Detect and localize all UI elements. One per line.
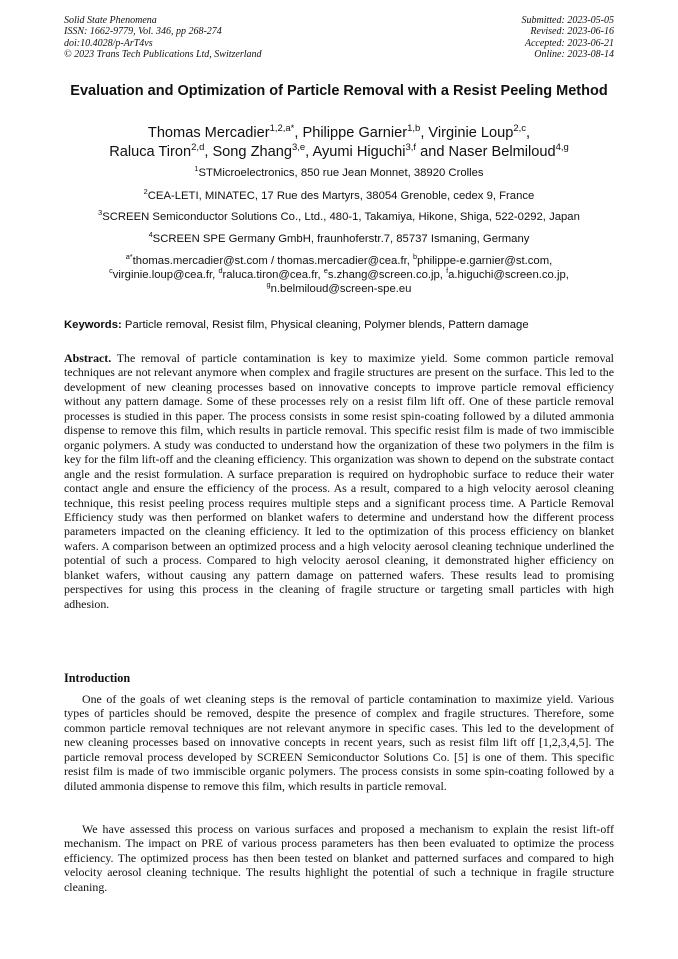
affiliation-4 <box>40 230 638 246</box>
intro-paragraph-1: One of the goals of wet cleaning steps is the removal of particle contamination to maximize yield. Various types of particles should be removed, despite the presence of complex and fragile structures. Therefore, some common particle removal techniques are not relevant anymore in specific cases. This led to the development of new cleaning processes based on innovative concepts in recent years, such as resist film lift off [1,2,3,4,5]. The particle removal process developed by SCREEN Semiconductor Solutions Co. [5] is one of them. This specific resist film is made of two immiscible organic polymers. The process consists in some spin-coating followed by a diluted ammonia dispense to remove this film, which results in particle removal. <box>64 692 614 793</box>
intro-paragraph-2: We have assessed this process on various surfaces and proposed a mechanism to explain the resist lift-off mechanism. The impact on PRE of various process parameters has then been evaluated to optimize the process efficiency. The optimized process has then been tested on blanket and patterned surfaces and compared to high velocity aerosol cleaning technique. The results highlight the potential of such a technique in fragile structure cleaning. <box>64 822 614 894</box>
date-online: Online: 2023-08-14 <box>534 49 614 61</box>
author-affiliation-marker: 3,e <box>291 142 306 154</box>
journal-issn: ISSN: 1662-9779, Vol. 346, pp 268-274 <box>64 26 222 38</box>
email-marker: a* <box>125 252 133 262</box>
abstract-label: Abstract. <box>64 351 112 365</box>
author-separator: , <box>204 144 213 160</box>
author-name: Raluca Tiron <box>109 144 192 160</box>
affiliation-1 <box>40 164 638 180</box>
email-address[interactable]: a.higuchi@screen.co.jp, <box>448 269 569 281</box>
affiliation-3 <box>40 208 638 224</box>
author-name: Ayumi Higuchi <box>312 144 406 160</box>
journal-name: Solid State Phenomena <box>64 15 157 26</box>
date-submitted: Submitted: 2023-05-05 <box>521 15 614 26</box>
email-line <box>50 268 628 282</box>
email-address[interactable]: n.belmiloud@screen-spe.eu <box>270 283 412 295</box>
author-separator: , <box>305 144 313 160</box>
email-address[interactable]: philippe-e.garnier@st.com, <box>417 255 553 267</box>
affiliation-text: SCREEN SPE Germany GmbH, fraunhoferstr.7, 85737 Ismaning, Germany <box>152 233 530 245</box>
keywords <box>64 318 614 332</box>
abstract <box>64 351 614 611</box>
affiliation-number: 3 <box>98 208 103 218</box>
affiliation-2 <box>40 187 638 203</box>
journal-info <box>64 15 262 61</box>
affiliation-text: CEA-LETI, MINATEC, 17 Rue des Martyrs, 38054 Grenoble, cedex 9, France <box>147 190 535 202</box>
journal-doi: doi:10.4028/p-ArT4vs <box>64 37 153 49</box>
affiliation-number: 4 <box>148 230 153 240</box>
journal-copyright: © 2023 Trans Tech Publications Ltd, Switzerland <box>64 49 262 61</box>
author-affiliation-marker: 1,2,a* <box>269 123 295 135</box>
affiliation-text: SCREEN Semiconductor Solutions Co., Ltd., 480-1, Takamiya, Hikone, Shiga, 522-0292, Japan <box>102 211 580 223</box>
email-marker: e <box>323 266 328 276</box>
author-affiliation-marker: 3,f <box>405 142 417 154</box>
author-name: Song Zhang <box>212 144 292 160</box>
keywords-text: Particle removal, Resist film, Physical cleaning, Polymer blends, Pattern damage <box>121 319 529 331</box>
email-list <box>50 254 628 296</box>
author-name: Naser Belmiloud <box>448 144 556 160</box>
keywords-label: Keywords: <box>64 319 122 331</box>
email-line <box>50 282 628 296</box>
email-address[interactable]: virginie.loup@cea.fr, <box>112 269 219 281</box>
email-marker: c <box>109 266 113 276</box>
author-name: Philippe Garnier <box>302 125 408 141</box>
email-address[interactable]: raluca.tiron@cea.fr, <box>222 269 324 281</box>
author-separator: and <box>416 144 449 160</box>
author-separator: , <box>294 125 303 141</box>
publication-dates <box>522 15 615 61</box>
affiliation-number: 1 <box>194 164 199 174</box>
author-affiliation-marker: 1,b <box>407 123 421 135</box>
author-name: Virginie Loup <box>428 125 514 141</box>
author-separator: , <box>526 125 531 141</box>
email-marker: f <box>446 266 449 276</box>
section-heading-introduction: Introduction <box>64 671 131 685</box>
abstract-text: The removal of particle contamination is key to maximize yield. Some common particle removal techniques are not relevant anymore when complex and fragile structures are present on the surface. This led to the development of new cleaning processes based on innovative concepts to improve particle removal efficiency without any pattern damage. Some of these processes rely on a resist film lift off. One of these particle removal processes is studied in this paper. The process consists in some resist spin-coating followed by a diluted ammonia dispense to remove this film, which results in particle removal. This specific resist film is made of two immiscible organic polymers. A study was conducted to understand how the organization of these two polymers in the film is key for the film lift-off and the cleaning efficiency. This organization was shown to depend on the substrate contact angle and the resist formulation. A surface preparation is required on hydrophobic surface to reduce their water contact angle and ensure the efficiency of the process. As a result, compared to a high velocity aerosol cleaning technique, this resist peeling process requires multiple steps and a significant process time. A Particle Removal Efficiency study was then performed on blanket wafers to determine and understand how the different process parameters impacted on the cleaning efficiency. It led to the optimization of this process efficiency on blanket wafers. A comparison between an optimized process and a high velocity aerosol cleaning technique underlined the potential of such a process. Compared to high velocity aerosol cleaning, it demonstrated higher efficiency on blanket wafers, without causing any pattern damage on patterned wafers. These results lead to promising perspectives for using this process in the cleaning of fragile structure or targeting small particles with high adhesion. <box>64 351 614 611</box>
email-marker: b <box>413 252 418 262</box>
author-affiliation-marker: 4,g <box>555 142 569 154</box>
affiliation-number: 2 <box>143 187 148 197</box>
author-affiliation-marker: 2,c <box>513 123 527 135</box>
email-line <box>50 254 628 268</box>
author-name: Thomas Mercadier <box>147 125 270 141</box>
email-address[interactable]: thomas.mercadier@st.com / thomas.mercadier@cea.fr, <box>132 255 414 267</box>
affiliation-text: STMicroelectronics, 850 rue Jean Monnet, 38920 Crolles <box>198 167 484 179</box>
date-revised: Revised: 2023-06-16 <box>530 26 614 38</box>
email-marker: g <box>266 280 271 290</box>
email-address[interactable]: s.zhang@screen.co.jp, <box>327 269 447 281</box>
paper-title: Evaluation and Optimization of Particle Removal with a Resist Peeling Method <box>70 83 608 99</box>
author-affiliation-marker: 2,d <box>191 142 205 154</box>
author-separator: , <box>420 125 429 141</box>
author-list <box>56 124 622 162</box>
email-marker: d <box>218 266 223 276</box>
date-accepted: Accepted: 2023-06-21 <box>524 37 614 49</box>
